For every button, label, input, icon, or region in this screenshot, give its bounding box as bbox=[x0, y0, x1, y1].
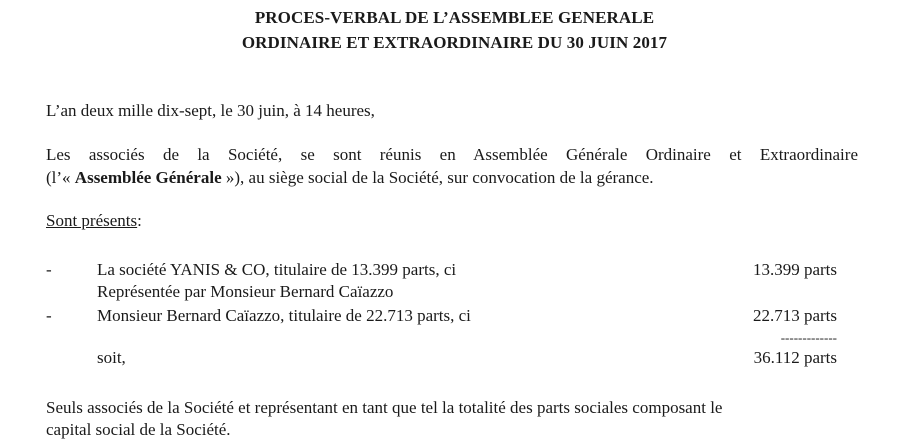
assembly-paragraph-line-1: Les associés de la Société, se sont réunis en Assemblée Générale Ordinaire et Extraordinaire bbox=[46, 145, 858, 164]
present-heading-text: Sont présents bbox=[46, 211, 138, 230]
total-label: soit, bbox=[97, 348, 126, 367]
assembly-paragraph-line-2 bbox=[46, 168, 654, 188]
assembly-paragraph-suffix: »), au siège social de la Société, sur convocation de la gérance. bbox=[221, 168, 654, 187]
closing-paragraph-line-2: capital social de la Société. bbox=[46, 420, 231, 439]
total-amount: 36.112 parts bbox=[753, 348, 837, 367]
present-heading bbox=[46, 211, 142, 231]
shareholder-row-1-text: La société YANIS & CO, titulaire de 13.399 parts, ci bbox=[97, 260, 457, 279]
assembly-paragraph-prefix: (l’« bbox=[46, 168, 75, 187]
document-title-line-1: PROCES-VERBAL DE L’ASSEMBLEE GENERALE bbox=[254, 8, 655, 27]
shareholder-row-1-amount: 13.399 parts bbox=[752, 260, 837, 279]
shareholder-row-2-amount: 22.713 parts bbox=[752, 306, 837, 325]
closing-paragraph-line-1: Seuls associés de la Société et représentant en tant que tel la totalité des parts sociales composant le bbox=[46, 398, 723, 417]
total-separator: ------------- bbox=[780, 330, 837, 345]
shareholder-row-1-subtext: Représentée par Monsieur Bernard Caïazzo bbox=[97, 282, 394, 301]
present-heading-colon: : bbox=[137, 211, 142, 230]
list-bullet: - bbox=[46, 260, 52, 279]
list-bullet: - bbox=[46, 306, 52, 325]
document-title-line-2: ORDINAIRE ET EXTRAORDINAIRE DU 30 JUIN 2017 bbox=[241, 33, 668, 52]
shareholder-row-2-text: Monsieur Bernard Caïazzo, titulaire de 22.713 parts, ci bbox=[97, 306, 471, 325]
assembly-defined-term: Assemblée Générale bbox=[74, 168, 222, 187]
date-paragraph: L’an deux mille dix-sept, le 30 juin, à 14 heures, bbox=[46, 101, 375, 120]
